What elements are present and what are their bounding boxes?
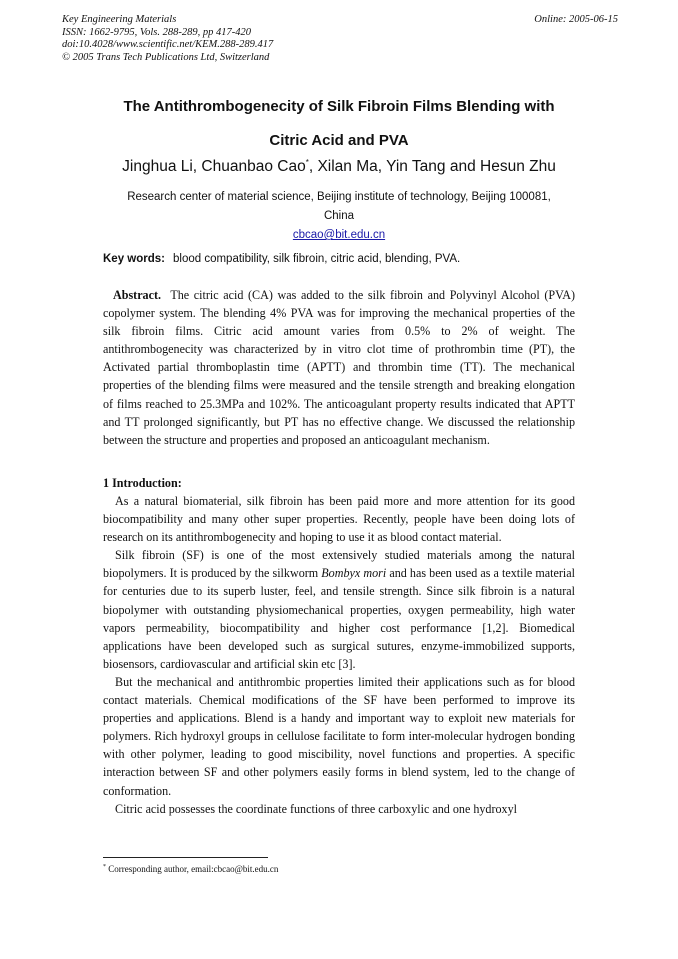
intro-p2-end: and has been used as a textile material for centuries due to its superb luster, feel, and tensile strength. Since silk fibroin is a natural biopolymer with outstanding physiomechanical properties, oxygen permeability, high water vapors permeability, biocompatibility and higher cost performance [1,2]. Biomedical applications have been developed such as surgical sutures, enzyme-immobilized supports, biosensors, cardiovascular and artificial skin etc [3]. xyxy=(103,566,575,671)
author-list xyxy=(60,158,618,176)
footnote-text: Corresponding author, email:cbcao@bit.edu.cn xyxy=(106,864,279,874)
abstract xyxy=(103,286,575,449)
author-email-link[interactable]: cbcao@bit.edu.cn xyxy=(292,229,386,241)
issn-line: ISSN: 1662-9795, Vols. 288-289, pp 417-420 xyxy=(62,26,251,38)
affiliation-line-2: China xyxy=(323,210,355,222)
affiliation-line-1: Research center of material science, Beijing institute of technology, Beijing 100081, xyxy=(127,191,551,203)
authors-first: Jinghua Li, Chuanbao Cao xyxy=(122,158,306,176)
journal-info xyxy=(62,14,273,64)
intro-paragraph-3: But the mechanical and antithrombic properties limited their applications such as for blood contact materials. Chemical modifications of the SF have been performed to improve its properties and applications. Blend is a handy and important way to exploit new materials for polymers. Rich hydroxyl groups in cellulose facilitate to form inter-molecular hydrogen bonding with other polymer, leading to good miscibility, novel functions and properties. A specific interaction between SF and other polymers easily forms in blend system, led to the change of conformation. xyxy=(103,674,575,798)
online-date: Online: 2005-06-15 xyxy=(534,14,618,25)
footnote-mark: * xyxy=(103,864,106,870)
abstract-text: The citric acid (CA) was added to the silk fibroin and Polyvinyl Alcohol (PVA) copolymer system. The blending 4% PVA was for improving the mechanical properties of the silk fibroin films. Citric acid amount varies from 0.5% to 2% of weight. The antithrombogenecity was characterized by in vitro clot time of prothrombin time (PT), the Activated partial thromboplastin time (APTT) and thrombin time (TT). The mechanical properties of the blending films were measured and the tensile strength and breaking elongation of films reached to 25.3MPa and 102%. The anticoagulant property results indicated that APTT and TT prolonged significantly, but PT has no effective change. We discussed the relationship between the structure and properties and proposed an anticoagulant mechanism. xyxy=(103,288,576,447)
corresponding-mark: * xyxy=(305,158,309,167)
affiliation xyxy=(80,188,598,245)
paper-title xyxy=(80,90,598,158)
journal-name: Key Engineering Materials xyxy=(62,14,177,25)
introduction-heading: 1 Introduction: xyxy=(103,476,182,490)
keywords xyxy=(103,253,460,265)
authors-rest: , Xilan Ma, Yin Tang and Hesun Zhu xyxy=(308,158,556,176)
introduction-section xyxy=(103,474,575,818)
intro-paragraph-1: As a natural biomaterial, silk fibroin has been paid more and more attention for its good biocompatibility and many other super properties. Recently, people have been doing lots of research on its antithrombogenecity and hoping to use it as blood contact material. xyxy=(103,494,575,545)
footnote xyxy=(103,864,278,874)
intro-paragraph-4: Citric acid possesses the coordinate functions of three carboxylic and one hydroxyl xyxy=(115,801,517,816)
abstract-label: Abstract. xyxy=(113,288,162,302)
keywords-text: blood compatibility, silk fibroin, citric acid, blending, PVA. xyxy=(173,253,461,265)
title-line-1: The Antithrombogenecity of Silk Fibroin Films Blending with xyxy=(123,98,555,115)
footnote-divider xyxy=(103,857,268,858)
intro-paragraph-2 xyxy=(103,546,575,673)
keywords-label: Key words: xyxy=(103,253,165,265)
intro-p2-start: Silk fibroin (SF) is one of the most extensively studied materials among the natural biopolymers. It is produced by the silkworm xyxy=(103,548,575,581)
species-name: Bombyx mori xyxy=(321,566,387,581)
doi-line: doi:10.4028/www.scientific.net/KEM.288-289.417 xyxy=(62,39,274,50)
copyright-line: © 2005 Trans Tech Publications Ltd, Switzerland xyxy=(62,51,270,63)
title-line-2: Citric Acid and PVA xyxy=(269,132,409,149)
